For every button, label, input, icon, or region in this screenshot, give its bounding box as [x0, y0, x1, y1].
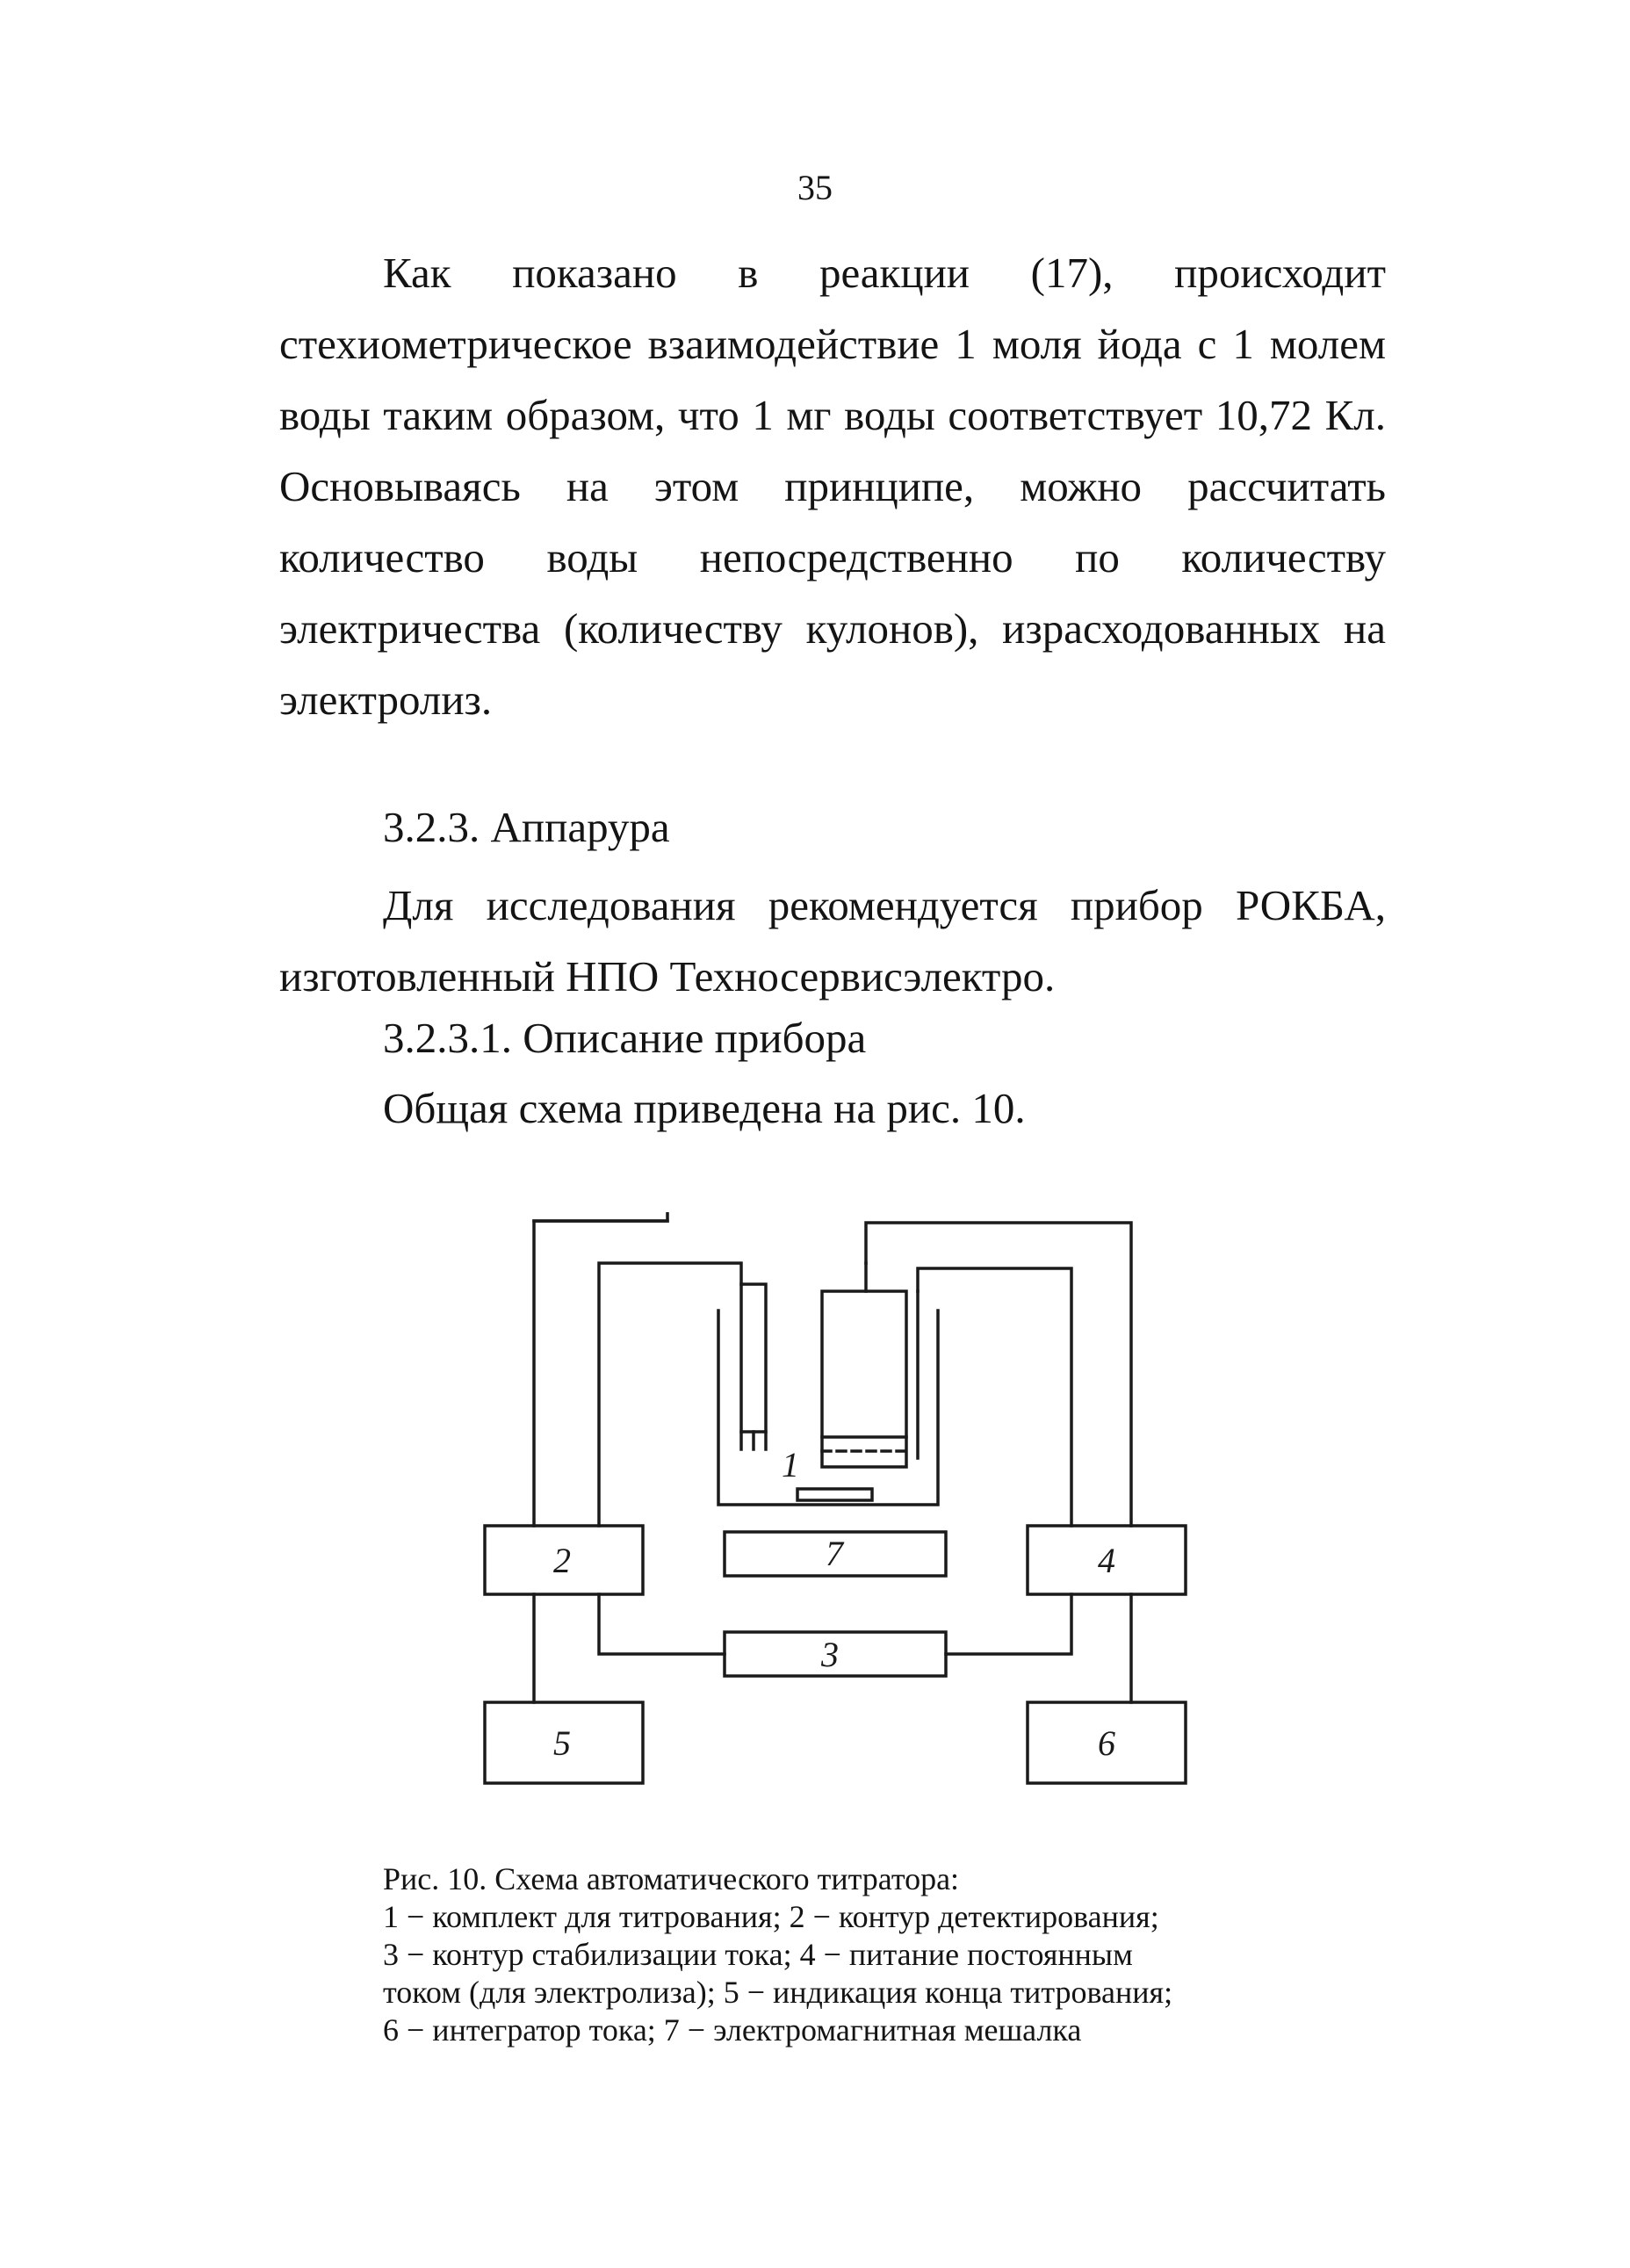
label-detection-circuit: 2 [553, 1541, 571, 1580]
figure-caption [383, 1860, 1402, 2049]
label-titration-kit: 1 [782, 1445, 799, 1484]
section-heading: 3.2.3. Аппарура [383, 803, 670, 851]
label-current-stabilization: 3 [821, 1635, 839, 1674]
stir-bar [797, 1489, 872, 1500]
caption-line: 3 − контур стабилизации тока; 4 − питание постоянным [383, 1937, 1133, 1972]
label-endpoint-indication: 5 [553, 1723, 571, 1763]
caption-line: 1 − комплект для титрования; 2 − контур детектирования; [383, 1899, 1159, 1934]
electrode-left [741, 1284, 766, 1432]
caption-line: 6 − интегратор тока; 7 − электромагнитная мешалка [383, 2012, 1082, 2048]
wire-3-to-4 [946, 1594, 1071, 1654]
caption-title: Рис. 10. Схема автоматического титратора: [383, 1861, 960, 1896]
page-number: 35 [797, 168, 833, 207]
generator-cell [822, 1291, 906, 1467]
wire-outer [534, 1212, 667, 1526]
figure-reference: Общая схема приведена на рис. 10. [383, 1084, 1026, 1132]
wire-2-to-3 [599, 1594, 725, 1654]
wire-inner-right [918, 1268, 1071, 1526]
instrument-paragraph: Для исследования рекомендуется прибор РОКБА, изготовленный НПО Техносервисэлектро. [279, 881, 1386, 1000]
titrator-schematic [474, 1212, 1194, 1818]
label-dc-power: 4 [1098, 1541, 1115, 1580]
subsection-heading: 3.2.3.1. Описание прибора [383, 1014, 867, 1062]
label-magnetic-stirrer: 7 [826, 1534, 843, 1573]
label-current-integrator: 6 [1098, 1723, 1115, 1763]
intro-paragraph: Как показано в реакции (17), происходит стехиометрическое взаимодействие 1 моля йода с 1 молем воды таким образом, что 1 мг воды соответствует 10,72 Кл. Основываясь на этом принципе, можно рассчитать количество воды непосредственно по количеству электричества (количеству кулонов), израсходованных на электролиз. [279, 249, 1386, 724]
caption-line: током (для электролиза); 5 − индикация конца титрования; [383, 1975, 1173, 2010]
